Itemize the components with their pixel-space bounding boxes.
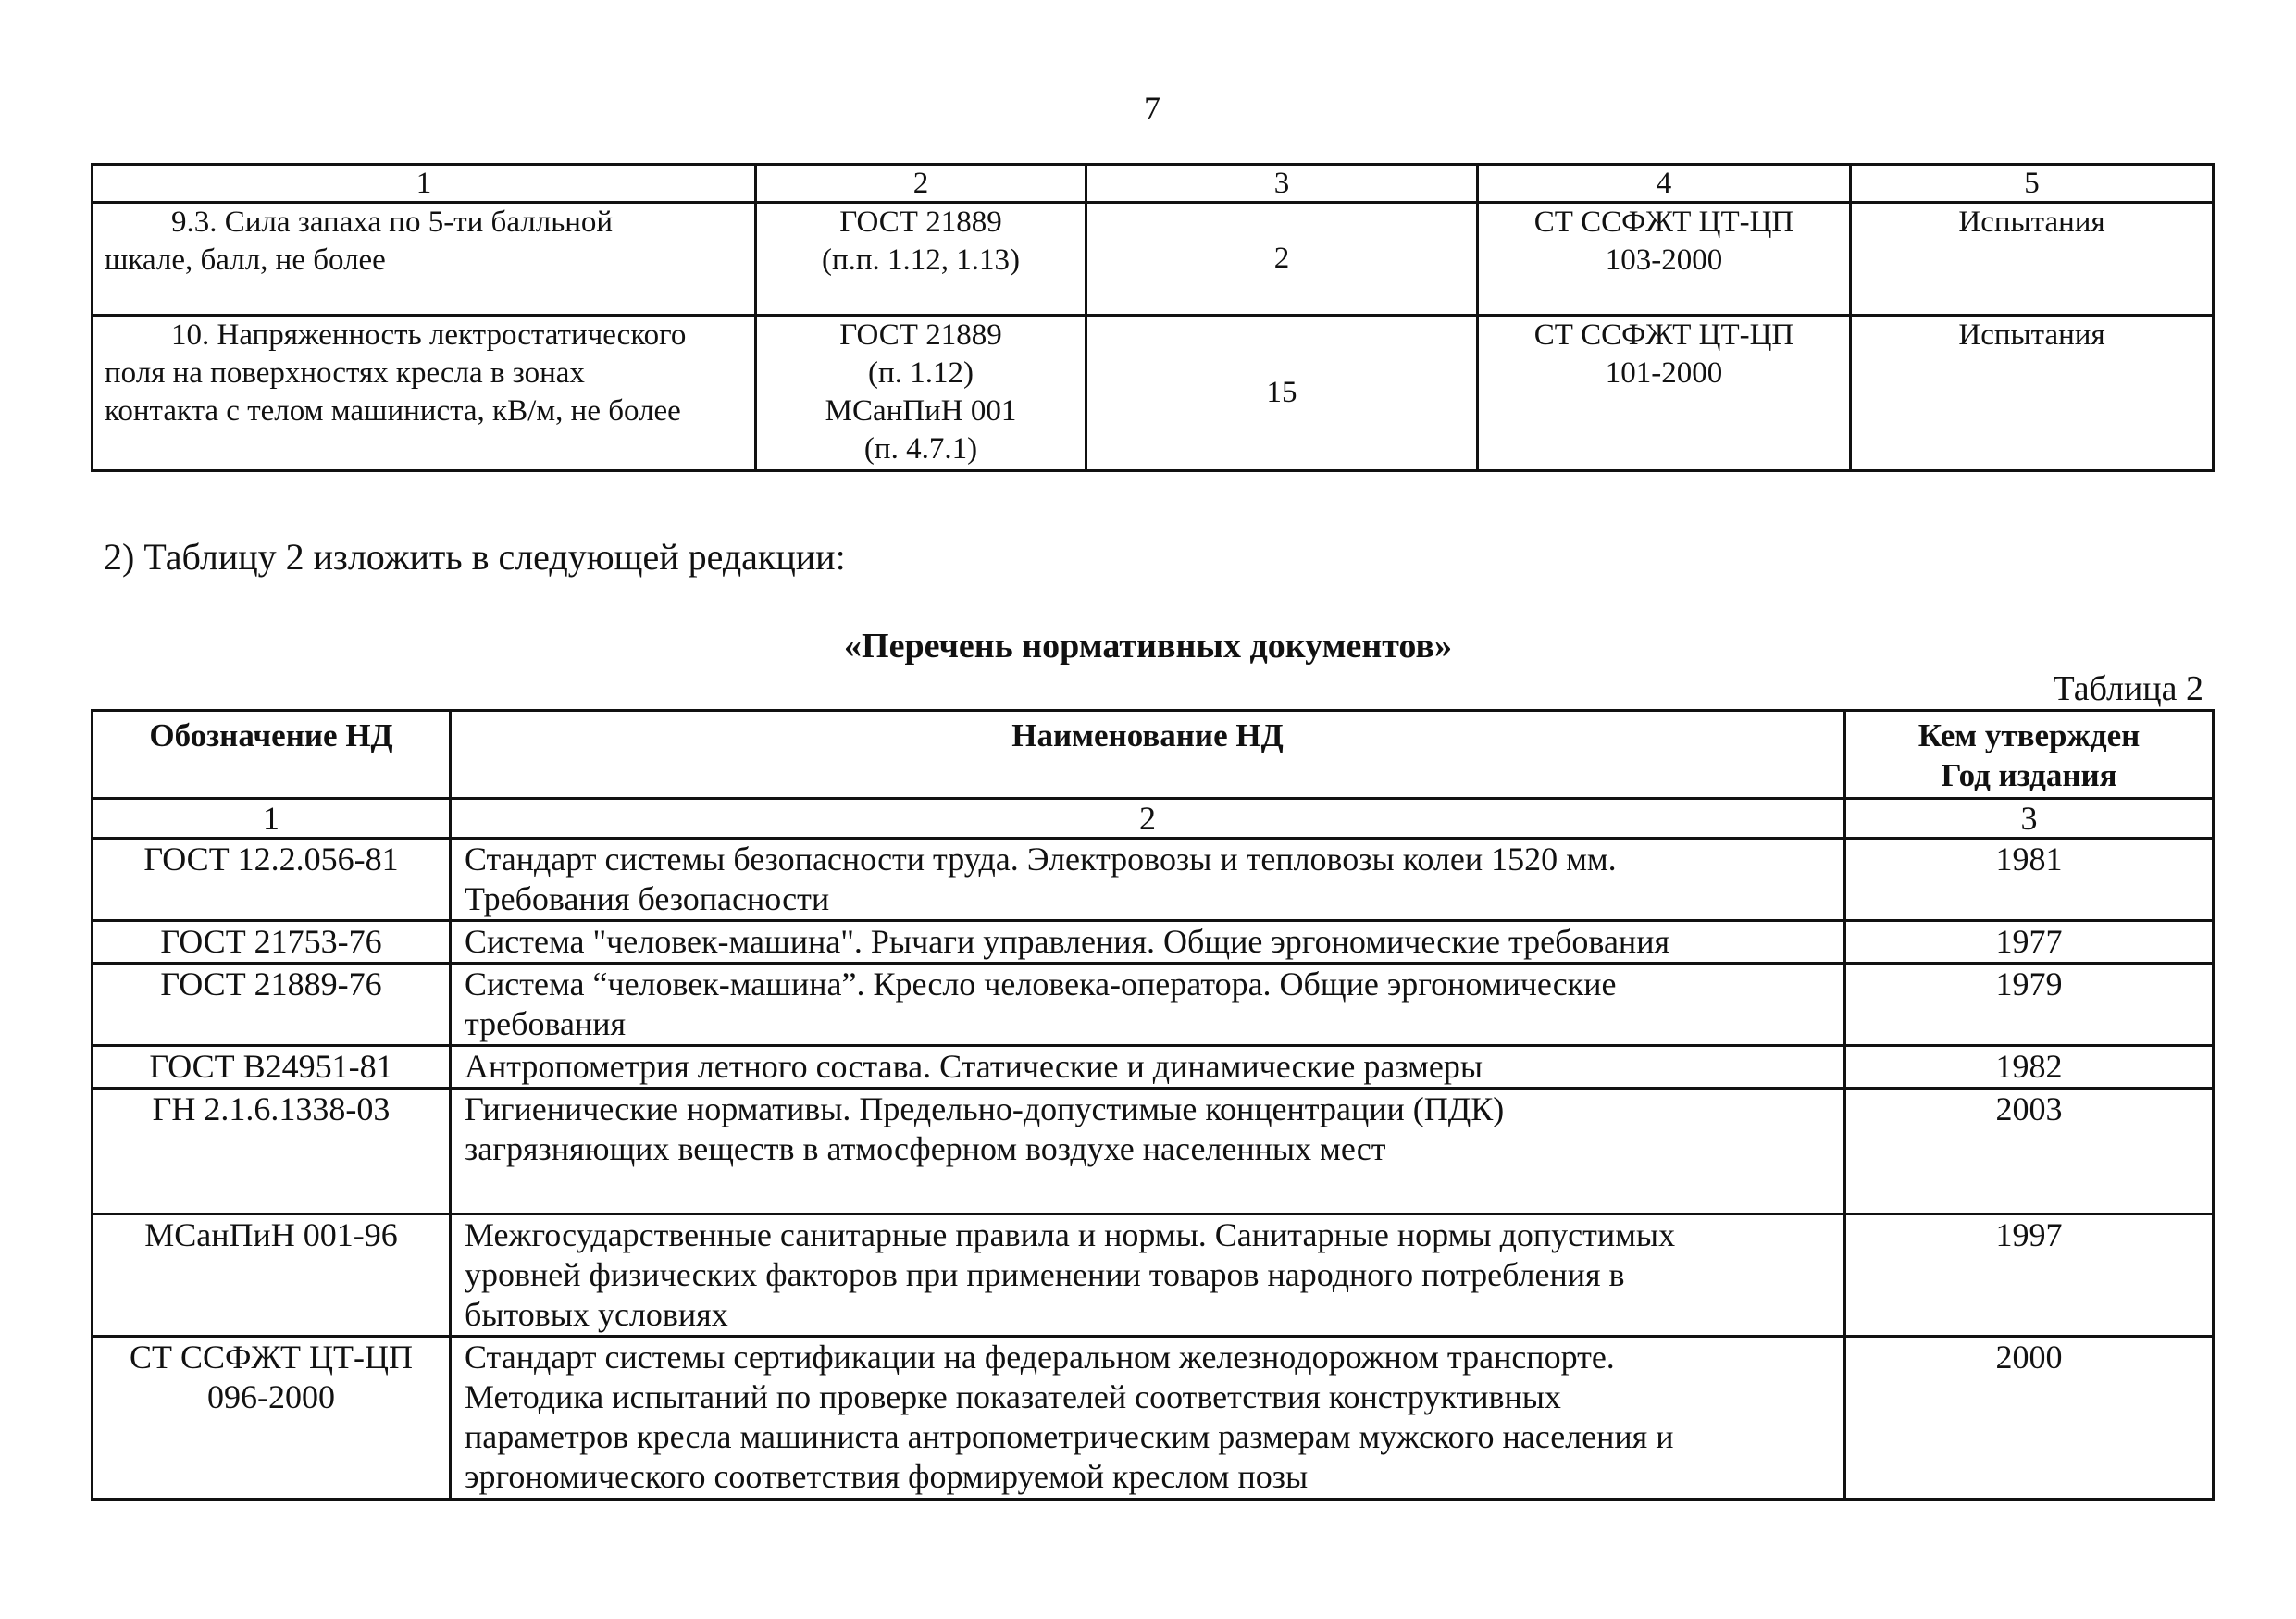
value-cell: 15 [1086,316,1478,471]
document-code [93,1337,451,1500]
table-row [93,1089,2214,1214]
table-header-row [93,711,2214,799]
document-code: ГОСТ 12.2.056-81 [93,839,451,921]
document-code: ГН 2.1.6.1338-03 [93,1089,451,1214]
normative-documents-table [91,709,2215,1501]
document-name [451,1046,1845,1089]
instruction-paragraph: 2) Таблицу 2 изложить в следующей редакции: [104,536,846,578]
document-name [451,921,1845,964]
document-name [451,839,1845,921]
standard-line: (п. 4.7.1) [863,432,978,466]
column-number: 5 [1851,165,2214,203]
document-name-line: бытовых условиях [465,1296,728,1333]
value-cell: 2 [1086,203,1478,316]
standard-cell [756,203,1086,316]
document-name-line: Система "человек-машина". Рычаги управления. Общие эргономические требования [465,923,1670,960]
document-code: ГОСТ 21753-76 [93,921,451,964]
requirements-table [91,163,2215,472]
document-year: 2003 [1845,1089,2214,1214]
requirement-cell [93,316,756,471]
method-line: СТ ССФЖТ ЦТ-ЦП [1533,318,1794,352]
document-year: 1982 [1845,1046,2214,1089]
table-label: Таблица 2 [2053,669,2203,708]
document-name [451,1089,1845,1214]
document-code: ГОСТ 21889-76 [93,964,451,1046]
document-name-line: Требования безопасности [465,880,830,917]
standard-line: (п.п. 1.12, 1.13) [821,243,1021,277]
table-row [93,921,2214,964]
method-line: 101-2000 [1605,356,1723,390]
document-code-line: СТ ССФЖТ ЦТ-ЦП [129,1339,414,1376]
document-name-line: Гигиенические нормативы. Предельно-допустимые концентрации (ПДК) [465,1090,1505,1127]
document-name-line: эргономического соответствия формируемой креслом позы [465,1458,1309,1495]
requirement-line: контакта с телом машиниста, кВ/м, не более [105,394,681,428]
document-name-line: Межгосударственные санитарные правила и нормы. Санитарные нормы допустимых [465,1216,1676,1253]
standard-line: ГОСТ 21889 [839,318,1002,352]
column-number: 2 [451,799,1845,839]
column-header-line: Год издания [1941,757,2117,793]
document-list-title: «Перечень нормативных документов» [844,627,1452,666]
document-year: 1977 [1845,921,2214,964]
document-name [451,964,1845,1046]
document-year: 1979 [1845,964,2214,1046]
table-row [93,839,2214,921]
document-name-line: Методика испытаний по проверке показателей соответствия конструктивных [465,1378,1561,1415]
column-number: 3 [1845,799,2214,839]
document-name-line: загрязняющих веществ в атмосферном воздухе населенных мест [465,1130,1386,1167]
document-year: 2000 [1845,1337,2214,1500]
control-type-cell: Испытания [1851,316,2214,471]
document-name-line: Антропометрия летного состава. Статические и динамические размеры [465,1048,1483,1085]
table-row [93,1214,2214,1337]
column-header-designation: Обозначение НД [93,711,451,799]
method-line: СТ ССФЖТ ЦТ-ЦП [1533,205,1794,239]
method-line: 103-2000 [1605,243,1723,277]
standard-line: МСанПиН 001 [825,394,1017,428]
document-name-line: уровней физических факторов при применении товаров народного потребления в [465,1256,1625,1293]
table-row [93,316,2214,471]
column-number: 1 [93,165,756,203]
document-code: ГОСТ В24951-81 [93,1046,451,1089]
column-number-row [93,799,2214,839]
document-year: 1997 [1845,1214,2214,1337]
requirement-cell [93,203,756,316]
method-cell [1478,316,1851,471]
column-header-approval [1845,711,2214,799]
column-number: 2 [756,165,1086,203]
method-cell [1478,203,1851,316]
page-number: 7 [1144,90,1160,127]
document-code: МСанПиН 001-96 [93,1214,451,1337]
document-name-line: Система “человек-машина”. Кресло человека-оператора. Общие эргономические [465,965,1617,1003]
table-row [93,1337,2214,1500]
column-number: 4 [1478,165,1851,203]
document-year: 1981 [1845,839,2214,921]
standard-line: (п. 1.12) [868,356,974,390]
table-row [93,1046,2214,1089]
document-name [451,1337,1845,1500]
requirement-line: шкале, балл, не более [105,243,386,277]
standard-cell [756,316,1086,471]
document-name-line: параметров кресла машиниста антропометрическим размерам мужского населения и [465,1418,1674,1455]
requirement-line: 9.3. Сила запаха по 5-ти балльной [171,205,614,239]
document-name-line: Стандарт системы безопасности труда. Электровозы и тепловозы колеи 1520 мм. [465,841,1617,878]
document-name [451,1214,1845,1337]
document-name-line: Стандарт системы сертификации на федеральном железнодорожном транспорте. [465,1339,1615,1376]
table-header-row [93,165,2214,203]
column-header-line: Кем утвержден [1917,717,2141,753]
control-type-cell: Испытания [1851,203,2214,316]
table-row [93,964,2214,1046]
document-code-line: 096-2000 [207,1378,335,1415]
column-number: 1 [93,799,451,839]
document-name-line: требования [465,1005,627,1042]
column-number: 3 [1086,165,1478,203]
requirement-line: 10. Напряженность лектростатического [171,318,687,352]
column-header-name: Наименование НД [451,711,1845,799]
standard-line: ГОСТ 21889 [839,205,1002,239]
requirement-line: поля на поверхностях кресла в зонах [105,356,585,390]
table-row [93,203,2214,316]
